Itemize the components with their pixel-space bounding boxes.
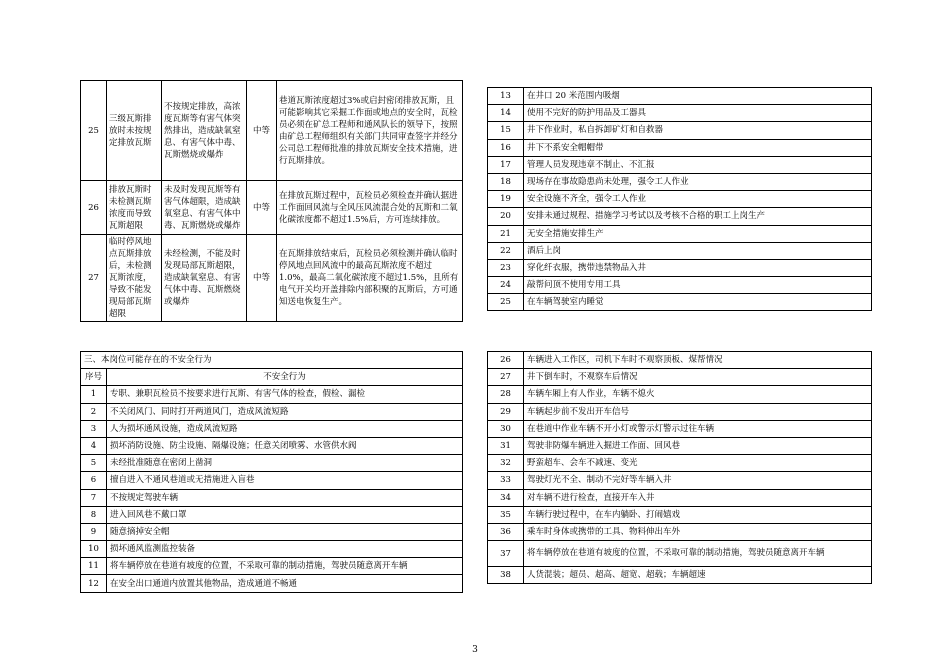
risk-row (488, 437, 872, 454)
header-text: 不安全行为 (107, 369, 463, 386)
unsafe-row-text: 擅自进入不通风巷道或无措施进入盲巷 (107, 472, 463, 489)
risk-row-text: 野蛮超车、会车不减速、变光 (524, 455, 872, 472)
risk-row-no: 34 (488, 489, 524, 506)
risk-row (488, 259, 872, 276)
unsafe-behavior-table (80, 351, 463, 593)
risk-table-top (487, 87, 872, 311)
risk-row-text: 乘车时身体或携带的工具、物料伸出车外 (524, 523, 872, 540)
unsafe-row-text: 不关闭风门、同时打开两道风门，造成风流短路 (107, 403, 463, 420)
hazard-row (81, 235, 463, 322)
risk-row-no: 13 (488, 88, 524, 105)
risk-row-no: 15 (488, 122, 524, 139)
risk-row-text: 现场存在事故隐患尚未处理，强令工人作业 (524, 173, 872, 190)
risk-row-text: 车辆起步前不发出开车信号 (524, 403, 872, 420)
risk-row-text: 将车辆停放在巷道有坡度的位置，不采取可靠的制动措施，驾驶员随意离开车辆 (524, 541, 872, 567)
unsafe-row (81, 437, 463, 454)
risk-row (488, 369, 872, 386)
unsafe-row (81, 523, 463, 540)
risk-row (488, 208, 872, 225)
unsafe-row-text: 人为损坏通风设施，造成风流短路 (107, 420, 463, 437)
risk-row-text: 井下倒车时，不观察车后情况 (524, 369, 872, 386)
hazard-level: 中等 (247, 235, 277, 322)
risk-row-text: 驾驶非防爆车辆进入掘进工作面、回风巷 (524, 437, 872, 454)
risk-row-text: 安全设施不齐全，强令工人作业 (524, 191, 872, 208)
risk-row-text: 在巷道中作业车辆不开小灯或警示灯警示过往车辆 (524, 420, 872, 437)
hazard-item: 临时停风地点瓦斯排放后，未检测瓦斯浓度，导致不能发现局部瓦斯超限 (107, 235, 162, 322)
risk-row-no: 24 (488, 277, 524, 294)
risk-row-text: 无安全措施安排生产 (524, 225, 872, 242)
risk-row-text: 对车辆不进行检查，直接开车入井 (524, 489, 872, 506)
risk-row (488, 541, 872, 567)
risk-row-no: 32 (488, 455, 524, 472)
unsafe-row (81, 489, 463, 506)
hazard-table (80, 80, 463, 322)
risk-row (488, 225, 872, 242)
hazard-level: 中等 (247, 181, 277, 235)
risk-row-no: 21 (488, 225, 524, 242)
risk-row-no: 23 (488, 259, 524, 276)
risk-row (488, 386, 872, 403)
unsafe-row (81, 541, 463, 558)
section-title: 三、本岗位可能存在的不安全行为 (81, 352, 463, 369)
hazard-consequence: 不按规定排放，高浓度瓦斯等有害气体突然排出，造成缺氧窒息、有害气体中毒、瓦斯燃烧或爆炸 (162, 81, 247, 181)
unsafe-row-no: 8 (81, 506, 107, 523)
risk-row (488, 352, 872, 369)
unsafe-row (81, 455, 463, 472)
unsafe-row-text: 损坏通风监测监控装备 (107, 541, 463, 558)
unsafe-row-no: 12 (81, 575, 107, 592)
risk-row-no: 27 (488, 369, 524, 386)
risk-row (488, 277, 872, 294)
header-row (81, 369, 463, 386)
risk-row-no: 22 (488, 242, 524, 259)
risk-row-no: 31 (488, 437, 524, 454)
risk-row-text: 井下作业时，私自拆卸矿灯和自救器 (524, 122, 872, 139)
risk-row-text: 井下不系安全帽帽带 (524, 139, 872, 156)
unsafe-row-text: 在安全出口通道内放置其他物品，造成通道不畅通 (107, 575, 463, 592)
risk-row-no: 35 (488, 506, 524, 523)
risk-row-text: 在井口 20 米范围内吸烟 (524, 88, 872, 105)
unsafe-row-text: 损坏消防设施、防尘设施、隔爆设施；任意关闭喷雾、水管供水阀 (107, 437, 463, 454)
risk-row-text: 在车辆驾驶室内睡觉 (524, 294, 872, 311)
hazard-item: 三级瓦斯排放时未按规定排放瓦斯 (107, 81, 162, 181)
risk-row (488, 403, 872, 420)
risk-row-text: 驾驶灯光不全、制动不完好等车辆入井 (524, 472, 872, 489)
risk-row-no: 28 (488, 386, 524, 403)
unsafe-row-text: 专职、兼职瓦检员不按要求进行瓦斯、有害气体的检查，假检、漏检 (107, 386, 463, 403)
unsafe-row-text: 未经批准随意在密闭上凿洞 (107, 455, 463, 472)
risk-row-no: 19 (488, 191, 524, 208)
risk-row-text: 敲帮问顶不使用专用工具 (524, 277, 872, 294)
risk-row-text: 管理人员发现违章不制止、不汇报 (524, 156, 872, 173)
risk-row (488, 156, 872, 173)
unsafe-row-no: 6 (81, 472, 107, 489)
risk-row-no: 38 (488, 567, 524, 584)
unsafe-row-text: 进入回风巷不戴口罩 (107, 506, 463, 523)
unsafe-row (81, 558, 463, 575)
unsafe-row (81, 506, 463, 523)
unsafe-row (81, 575, 463, 592)
risk-row-no: 36 (488, 523, 524, 540)
hazard-level: 中等 (247, 81, 277, 181)
risk-row-no: 14 (488, 105, 524, 122)
risk-row (488, 489, 872, 506)
risk-row-text: 穿化纤衣服，携带违禁物品入井 (524, 259, 872, 276)
hazard-no: 25 (81, 81, 107, 181)
hazard-consequence: 未经检测，不能及时发现局部瓦斯超限，造成缺氧窒息、有害气体中毒、瓦斯燃烧或爆炸 (162, 235, 247, 322)
risk-row (488, 173, 872, 190)
risk-row (488, 105, 872, 122)
risk-row-no: 33 (488, 472, 524, 489)
risk-row (488, 472, 872, 489)
risk-row (488, 294, 872, 311)
risk-row-no: 37 (488, 541, 524, 567)
unsafe-row-no: 7 (81, 489, 107, 506)
unsafe-row-text: 将车辆停放在巷道有坡度的位置，不采取可靠的制动措施，驾驶员随意离开车辆 (107, 558, 463, 575)
hazard-no: 27 (81, 235, 107, 322)
unsafe-row-no: 11 (81, 558, 107, 575)
hazard-measure: 巷道瓦斯浓度超过3%或启封密闭排放瓦斯，且可能影响其它采掘工作面或地点的安全时，瓦检员必须在矿总工程师和通风队长的领导下，按照由矿总工程师组织有关部门共同审查签字并经分公司总工程师批准的排放瓦斯安全技术措施，进行瓦斯排放。 (277, 81, 463, 181)
unsafe-row-no: 5 (81, 455, 107, 472)
risk-row (488, 191, 872, 208)
hazard-row (81, 181, 463, 235)
risk-row (488, 523, 872, 540)
risk-row-no: 20 (488, 208, 524, 225)
unsafe-row (81, 420, 463, 437)
risk-row (488, 420, 872, 437)
risk-row (488, 88, 872, 105)
hazard-consequence: 未及时发现瓦斯等有害气体超限，造成缺氧窒息、有害气体中毒、瓦斯燃烧或爆炸 (162, 181, 247, 235)
unsafe-row-no: 1 (81, 386, 107, 403)
hazard-no: 26 (81, 181, 107, 235)
unsafe-row-text: 随意摘掉安全帽 (107, 523, 463, 540)
header-no: 序号 (81, 369, 107, 386)
unsafe-row (81, 403, 463, 420)
risk-row-text: 车辆行驶过程中，在车内躺卧、打闹嬉戏 (524, 506, 872, 523)
page-number: 3 (472, 645, 478, 655)
hazard-row (81, 81, 463, 181)
hazard-measure: 在排放瓦斯过程中，瓦检员必须检查并确认据进工作面回风流与全风压风流混合处的瓦斯和二氧化碳浓度都不超过1.5%后，方可连续排放。 (277, 181, 463, 235)
risk-row-text: 车辆车厢上有人作业，车辆不熄火 (524, 386, 872, 403)
risk-row-text: 酒后上岗 (524, 242, 872, 259)
risk-row (488, 139, 872, 156)
risk-table-bottom (487, 351, 872, 584)
risk-row (488, 242, 872, 259)
risk-row-no: 30 (488, 420, 524, 437)
unsafe-row-no: 3 (81, 420, 107, 437)
unsafe-row-no: 9 (81, 523, 107, 540)
risk-row (488, 567, 872, 584)
risk-row (488, 455, 872, 472)
risk-row-no: 29 (488, 403, 524, 420)
hazard-measure: 在瓦斯排放结束后，瓦检员必须检测并确认临时停风地点回风流中的最高瓦斯浓度不超过1.0%，最高二氧化碳浓度不超过1.5%，且所有电气开关均开盖排除内部积聚的瓦斯后，方可通知送电恢复生产。 (277, 235, 463, 322)
unsafe-row-no: 4 (81, 437, 107, 454)
section-title-row (81, 352, 463, 369)
risk-row-no: 25 (488, 294, 524, 311)
unsafe-row (81, 472, 463, 489)
risk-row-text: 人货混装；超员、超高、超宽、超载；车辆超速 (524, 567, 872, 584)
risk-row-text: 安排未通过规程、措施学习考试以及考核不合格的职工上岗生产 (524, 208, 872, 225)
risk-row-no: 17 (488, 156, 524, 173)
unsafe-row-no: 10 (81, 541, 107, 558)
unsafe-row (81, 386, 463, 403)
risk-row (488, 122, 872, 139)
risk-row (488, 506, 872, 523)
unsafe-row-text: 不按规定驾驶车辆 (107, 489, 463, 506)
risk-row-no: 26 (488, 352, 524, 369)
risk-row-no: 16 (488, 139, 524, 156)
unsafe-row-no: 2 (81, 403, 107, 420)
risk-row-text: 使用不完好的防护用品及工器具 (524, 105, 872, 122)
hazard-item: 排放瓦斯时未检测瓦斯浓度而导致瓦斯超限 (107, 181, 162, 235)
risk-row-text: 车辆进入工作区，司机下车时不观察顶板、煤帮情况 (524, 352, 872, 369)
risk-row-no: 18 (488, 173, 524, 190)
